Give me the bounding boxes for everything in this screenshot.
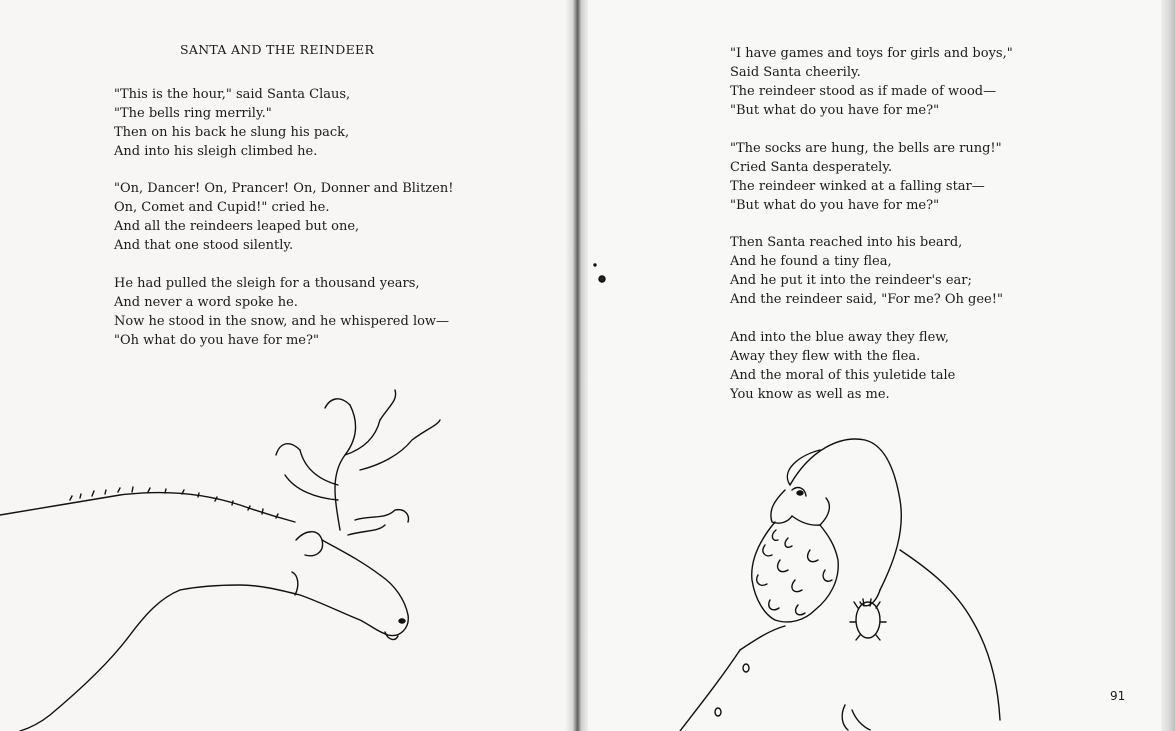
poem-title: SANTA AND THE REINDEER xyxy=(180,42,375,57)
poem-line: "I have games and toys for girls and boys," xyxy=(730,46,1013,61)
poem-line: The reindeer stood as if made of wood— xyxy=(730,84,997,99)
poem-line: And that one stood silently. xyxy=(114,238,294,253)
book-gutter xyxy=(566,0,588,731)
page-number: 91 xyxy=(1110,689,1126,703)
poem-line: "The socks are hung, the bells are rung!" xyxy=(730,141,1002,156)
poem-line: And he found a tiny flea, xyxy=(730,254,892,269)
poem-line: And into the blue away they flew, xyxy=(730,330,949,345)
poem-line: And he put it into the reindeer's ear; xyxy=(730,273,972,288)
poem-line: Then on his back he slung his pack, xyxy=(114,125,350,140)
poem-line: Away they flew with the flea. xyxy=(730,349,921,364)
poem-line: "Oh what do you have for me?" xyxy=(114,333,319,348)
poem-line: "This is the hour," said Santa Claus, xyxy=(114,87,351,102)
poem-line: He had pulled the sleigh for a thousand years, xyxy=(114,276,420,291)
poem-line: Said Santa cheerily. xyxy=(730,65,861,80)
poem-line: And the reindeer said, "For me? Oh gee!" xyxy=(730,292,1003,307)
left-stanza-2 xyxy=(114,179,453,255)
poem-line: Now he stood in the snow, and he whispered low— xyxy=(114,314,450,329)
reindeer-illustration xyxy=(0,380,450,731)
right-stanza-1 xyxy=(730,44,1013,120)
poem-line: Cried Santa desperately. xyxy=(730,160,893,175)
poem-line: Then Santa reached into his beard, xyxy=(730,235,963,250)
poem-line: And into his sleigh climbed he. xyxy=(114,144,318,159)
left-stanza-1 xyxy=(114,85,350,161)
poem-line: And all the reindeers leaped but one, xyxy=(114,219,360,234)
poem-line: And the moral of this yuletide tale xyxy=(730,368,956,383)
poem-line: "The bells ring merrily." xyxy=(114,106,272,121)
poem-line: "But what do you have for me?" xyxy=(730,103,940,118)
right-stanza-3 xyxy=(730,233,1003,309)
poem-line: You know as well as me. xyxy=(730,387,890,402)
right-stanza-2 xyxy=(730,139,1002,215)
poem-line: "On, Dancer! On, Prancer! On, Donner and Blitzen! xyxy=(114,181,454,196)
page-edge xyxy=(1161,0,1175,731)
ink-spot xyxy=(590,255,610,285)
poem-line: And never a word spoke he. xyxy=(114,295,298,310)
left-stanza-3 xyxy=(114,274,449,350)
poem-line: On, Comet and Cupid!" cried he. xyxy=(114,200,330,215)
right-stanza-4 xyxy=(730,328,955,404)
santa-illustration xyxy=(680,430,1010,731)
poem-line: "But what do you have for me?" xyxy=(730,198,940,213)
poem-line: The reindeer winked at a falling star— xyxy=(730,179,985,194)
